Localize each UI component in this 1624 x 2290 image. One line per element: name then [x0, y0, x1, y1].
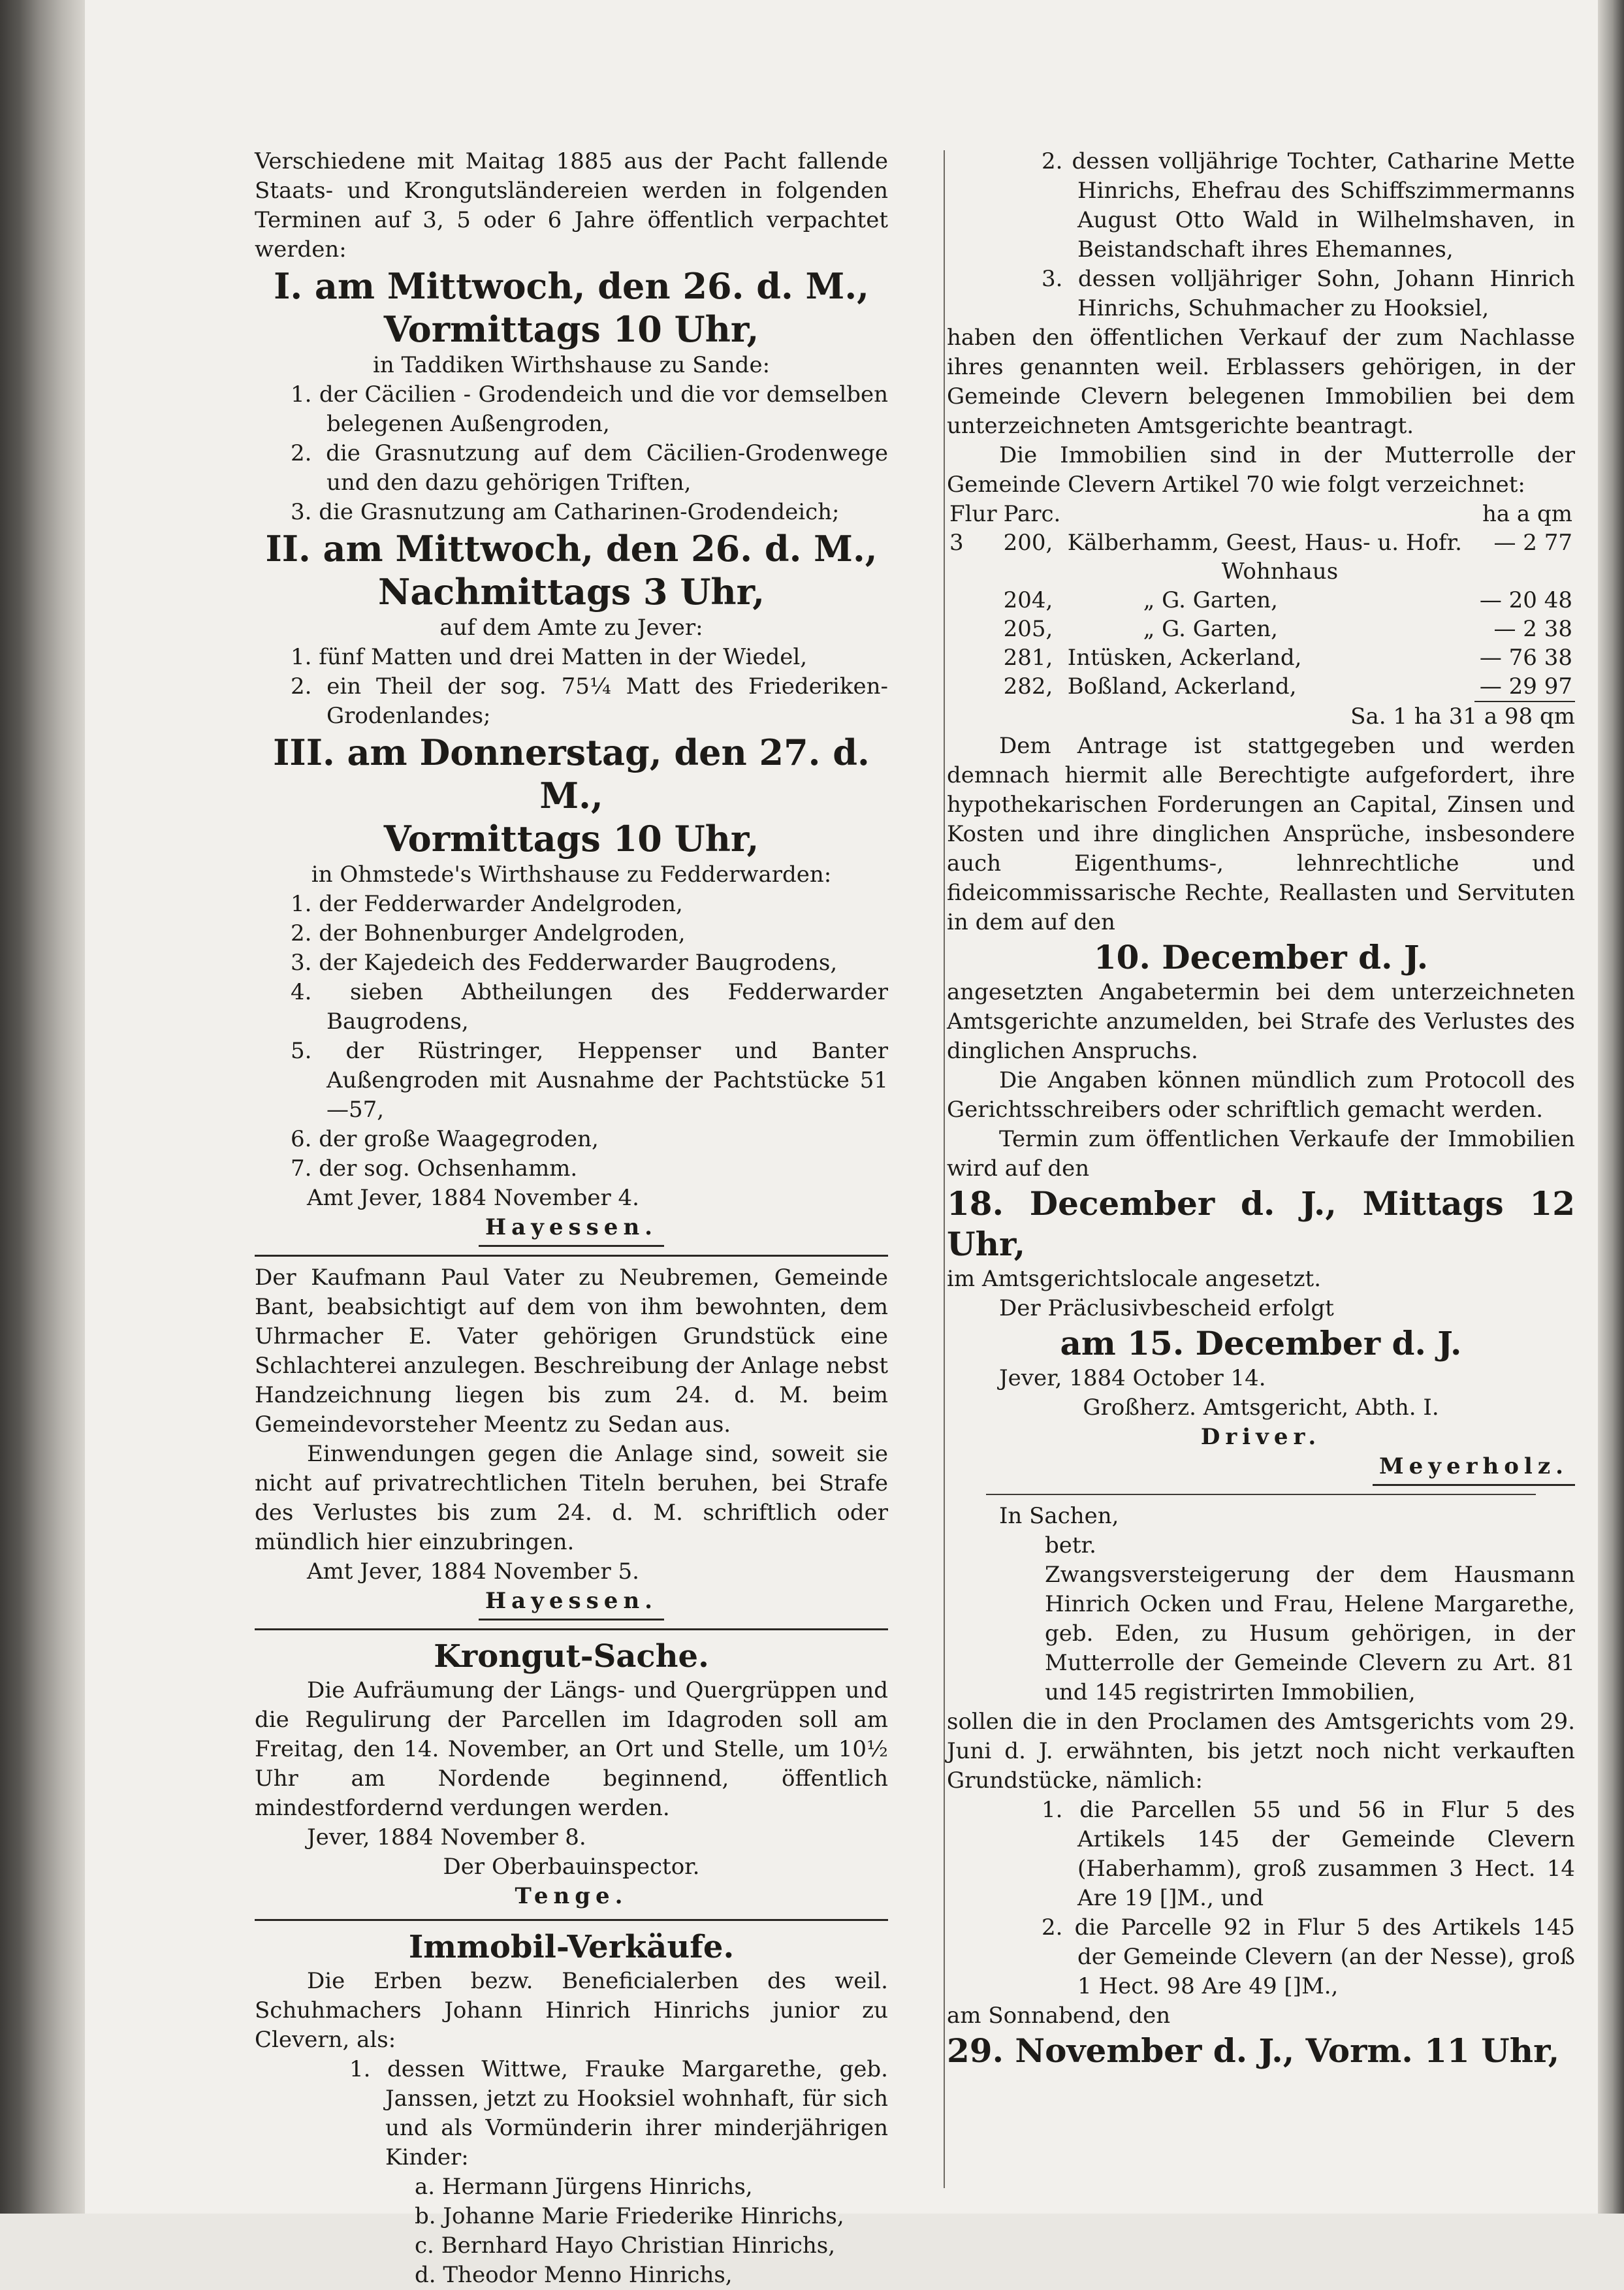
signature: Meyerholz. [1373, 1452, 1575, 1486]
child-item: a. Hermann Jürgens Hinrichs, [415, 2174, 753, 2200]
termin3-date: III. am Donnerstag, den 27. d. M., [273, 732, 870, 816]
notice-separator [255, 1628, 888, 1630]
notice-text: Einwendungen gegen die Anlage sind, soweit sie nicht auf privatrechtlichen Titeln beruhen, bei Strafe des Verlustes bis zum 24. d. M. schriftlich oder mündlich hier einzubringen. [255, 1441, 888, 1555]
area-cell: — 20 48 [1479, 587, 1572, 613]
termin2-place: auf dem Amte zu Jever: [439, 615, 703, 641]
notice-text: am Sonnabend, den [947, 2003, 1171, 2029]
table-row [947, 528, 1575, 557]
sale-date: 18. December d. J., Mittags 12 Uhr, [947, 1184, 1575, 1263]
child-item: c. Bernhard Hayo Christian Hinrichs, [415, 2233, 836, 2259]
preclusion-date: am 15. December d. J. [1060, 1324, 1462, 1363]
heir-item: 2. dessen volljährige Tochter, Catharine Mette Hinrichs, Ehefrau des Schiffszimmermanns August Otto Wald in Wilhelmshaven, in Beistandschaft ihres Ehemannes, [1042, 148, 1575, 263]
termin2-time: Nachmittags 3 Uhr, [377, 571, 765, 613]
parc-cell: 204, [1003, 587, 1053, 613]
notice-date: Jever, 1884 October 14. [999, 1365, 1266, 1391]
heir-item: 3. dessen volljähriger Sohn, Johann Hinrich Hinrichs, Schuhmacher zu Hooksiel, [1042, 266, 1575, 321]
area-cell: — 2 38 [1493, 616, 1572, 642]
notice-text: haben den öffentlichen Verkauf der zum Nachlasse ihres genannten weil. Erblassers gehörigen, in der Gemeinde Clevern belegenen Immobilien bei dem unterzeichneten Amtsgerichte beantragt. [947, 325, 1575, 439]
desc-cell: „ G. Garten, [1143, 616, 1278, 642]
termin2-date: II. am Mittwoch, den 26. d. M., [265, 528, 878, 570]
heir-item: 1. dessen Wittwe, Frauke Margarethe, geb. Janssen, jetzt zu Hooksiel wohnhaft, für sich und als Vormünderin ihrer minderjährigen Kinder: [349, 2056, 888, 2170]
lease-notice [255, 147, 888, 1247]
deadline-date: 10. December d. J. [1093, 938, 1429, 976]
parc-cell: 281, [1003, 645, 1053, 671]
notice-separator [255, 1919, 888, 1921]
area-cell: — 76 38 [1479, 645, 1572, 671]
notice-separator [986, 1494, 1536, 1495]
notice-text: Die Angaben können mündlich zum Protocoll des Gerichtsschreibers oder schriftlich gemacht werden. [947, 1067, 1575, 1123]
termin1-item: 2. die Grasnutzung auf dem Cäcilien-Grodenwege und den dazu gehörigen Triften, [291, 440, 888, 496]
desc-cell: Boßland, Ackerland, [1067, 673, 1297, 700]
area-cell: — 2 77 [1493, 530, 1572, 556]
auction-notice [947, 1502, 1575, 2071]
table-total: Sa. 1 ha 31 a 98 qm [1350, 703, 1575, 730]
termin1-item: 1. der Cäcilien - Grodendeich und die vor demselben belegenen Außengroden, [291, 381, 888, 437]
notice-text: Der Präclusivbescheid erfolgt [999, 1295, 1334, 1321]
parc-cell: 205, [1003, 616, 1053, 642]
case-line: betr. [1045, 1532, 1096, 1558]
child-item: b. Johanne Marie Friederike Hinrichs, [415, 2203, 844, 2229]
notice-text: Der Kaufmann Paul Vater zu Neubremen, Gemeinde Bant, beabsichtigt auf dem von ihm bewohnten, dem Uhrmacher E. Vater gehörigen Grundstück eine Schlachterei anzulegen. Beschreibung der Anlage nebst Handzeichnung liegen bis zum 24. d. M. beim Gemeindevorsteher Meentz zu Sedan aus. [255, 1265, 888, 1438]
notice-date: Jever, 1884 November 8. [307, 1824, 586, 1850]
court-name: Großherz. Amtsgericht, Abth. I. [1083, 1395, 1439, 1421]
section-heading: Krongut-Sache. [434, 1638, 709, 1675]
table-row [947, 672, 1575, 702]
table-row [947, 586, 1575, 615]
termin3-item: 2. der Bohnenburger Andelgroden, [291, 920, 686, 946]
parc-cell: 200, [1003, 530, 1053, 556]
notice-separator [255, 1255, 888, 1257]
parc-cell: 282, [1003, 673, 1053, 700]
case-line: In Sachen, [999, 1503, 1119, 1529]
termin3-place: in Ohmstede's Wirthshause zu Fedderwarden: [311, 862, 832, 888]
crown-estate-notice [255, 1637, 888, 1911]
desc-cell: Kälberhamm, Geest, Haus- u. Hofr. [1067, 530, 1462, 556]
notice-text: im Amtsgerichtslocale angesetzt. [947, 1266, 1322, 1292]
scan-binding-edge [0, 0, 85, 2214]
signature: Hayessen. [479, 1587, 664, 1621]
notice-date: Amt Jever, 1884 November 5. [307, 1558, 639, 1585]
case-text: Zwangsversteigerung der dem Hausmann Hinrich Ocken und Frau, Helene Margarethe, geb. Eden, zu Husum gehörigen, in der Mutterrolle der Gemeinde Clevern zu Art. 81 und 145 registrirten Immobilien, [1045, 1562, 1575, 1705]
desc-cell: Wohnhaus [1221, 558, 1339, 585]
termin3-item: 4. sieben Abtheilungen des Fedderwarder Baugrodens, [291, 979, 888, 1035]
signature: Tenge. [515, 1883, 628, 1909]
notice-text: angesetzten Angabetermin bei dem unterzeichneten Amtsgerichte anzumelden, bei Strafe des Verlustes des dinglichen Anspruchs. [947, 979, 1575, 1064]
termin2-item: 1. fünf Matten und drei Matten in der Wiedel, [291, 644, 808, 670]
notice-text: Die Immobilien sind in der Mutterrolle der Gemeinde Clevern Artikel 70 wie folgt verzeichnet: [947, 442, 1575, 498]
units-header: ha a qm [1482, 501, 1572, 527]
office-title: Der Oberbauinspector. [443, 1854, 700, 1880]
termin1-place: in Taddiken Wirthshause zu Sande: [372, 352, 771, 378]
termin3-item: 5. der Rüstringer, Heppenser und Banter Außengroden mit Ausnahme der Pachtstücke 51—57, [291, 1038, 888, 1123]
parcel-item: 1. die Parcellen 55 und 56 in Flur 5 des Artikels 145 der Gemeinde Clevern (Haberhamm), groß zusammen 3 Hect. 14 Are 19 []M., und [1042, 1797, 1575, 1911]
parc-header: Parc. [1003, 501, 1061, 527]
termin1-item: 3. die Grasnutzung am Catharinen-Grodendeich; [291, 499, 840, 525]
table-row [947, 643, 1575, 672]
termin3-item: 1. der Fedderwarder Andelgroden, [291, 891, 683, 917]
desc-cell: Intüsken, Ackerland, [1067, 645, 1302, 671]
table-header-row [947, 500, 1575, 528]
property-sale-notice [255, 1927, 888, 2290]
signature: Hayessen. [479, 1213, 664, 1247]
termin3-item: 3. der Kajedeich des Fedderwarder Baugrodens, [291, 950, 838, 976]
flur-header: Flur [949, 501, 997, 527]
right-column [947, 147, 1575, 2071]
parcel-table [947, 500, 1575, 702]
column-divider [944, 150, 945, 2188]
notice-date: Amt Jever, 1884 November 4. [307, 1185, 639, 1211]
notice-text: Die Aufräumung der Längs- und Quergrüppen und die Regulirung der Parcellen im Idagroden soll am Freitag, den 14. November, an Ort und Stelle, um 10½ Uhr am Nordende beginnend, öffentlich mindestfordernd verdungen werden. [255, 1677, 888, 1821]
notice-text: Die Erben bezw. Beneficialerben des weil. Schuhmachers Johann Hinrich Hinrichs junior zu Clevern, als: [255, 1968, 888, 2053]
section-heading: Immobil-Verkäufe. [408, 1929, 735, 1965]
lease-intro: Verschiedene mit Maitag 1885 aus der Pacht fallende Staats- und Krongutsländereien werden in folgenden Terminen auf 3, 5 oder 6 Jahre öffentlich verpachtet werden: [255, 148, 888, 263]
notice-text: Dem Antrage ist stattgegeben und werden demnach hiermit alle Berechtigte aufgefordert, ihre hypothekarischen Forderungen an Capital, Zinsen und Kosten und ihre dinglichen Ansprüche, insbesondere auch Eigenthums-, lehnrechtliche und fideicommissarische Rechte, Reallasten und Servituten in dem auf den [947, 733, 1575, 935]
left-column [255, 147, 888, 2290]
child-item: d. Theodor Menno Hinrichs, [415, 2262, 733, 2288]
termin3-time: Vormittags 10 Uhr, [383, 818, 759, 860]
signature: Driver. [1200, 1424, 1322, 1450]
notice-text: Termin zum öffentlichen Verkaufe der Immobilien wird auf den [947, 1126, 1575, 1182]
desc-cell: „ G. Garten, [1143, 587, 1278, 613]
table-row [947, 615, 1575, 643]
notice-text: sollen die in den Proclamen des Amtsgerichts vom 29. Juni d. J. erwähnten, bis jetzt noch nicht verkauften Grundstücke, nämlich: [947, 1709, 1575, 1794]
termin3-item: 6. der große Waagegroden, [291, 1126, 599, 1152]
slaughterhouse-notice [255, 1263, 888, 1621]
termin1-date: I. am Mittwoch, den 26. d. M., [274, 265, 869, 307]
area-cell: — 29 97 [1474, 672, 1575, 702]
termin3-item: 7. der sog. Ochsenhamm. [291, 1155, 578, 1182]
termin1-time: Vormittags 10 Uhr, [383, 308, 759, 350]
scan-right-edge [1598, 0, 1624, 2214]
parcel-item: 2. die Parcelle 92 in Flur 5 des Artikels 145 der Gemeinde Clevern (an der Nesse), groß 1 Hect. 98 Are 49 []M., [1042, 1914, 1575, 1999]
table-row [947, 557, 1575, 586]
auction-date: 29. November d. J., Vorm. 11 Uhr, [947, 2031, 1560, 2070]
flur-cell: 3 [949, 530, 964, 556]
termin2-item: 2. ein Theil der sog. 75¼ Matt des Friederiken-Grodenlandes; [291, 673, 888, 729]
